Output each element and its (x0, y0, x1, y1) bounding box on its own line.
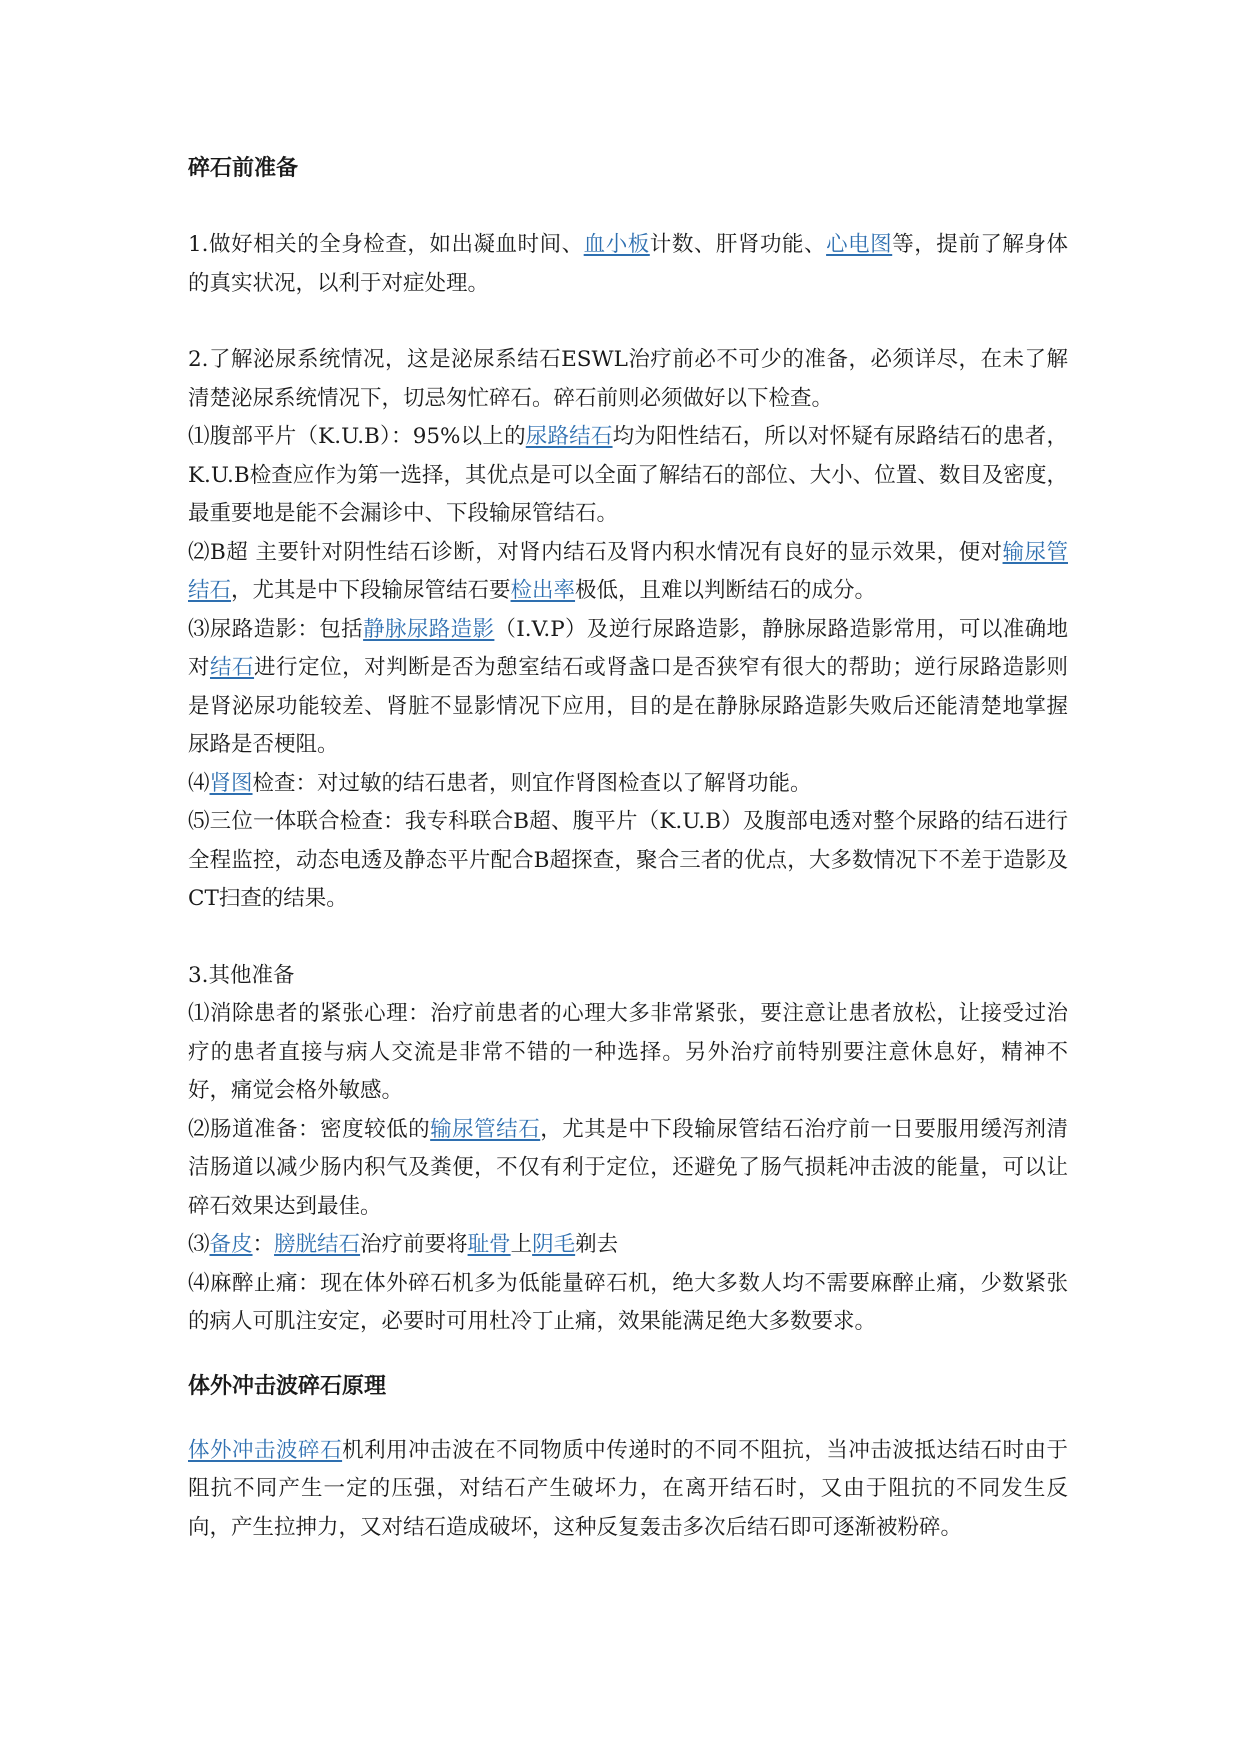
paragraph-anxiety (188, 995, 1068, 1111)
text-run: ⑶ (188, 1232, 210, 1257)
text-run: 2.了解泌尿系统情况，这是泌尿系结石ESWL治疗前必不可少的准备，必须详尽，在未了解清楚泌尿系统情况下，切忌匆忙碎石。碎石前则必须做好以下检查。 (188, 347, 1068, 411)
text-run: 治疗前要将 (360, 1232, 468, 1257)
hyperlink[interactable]: 结石 (210, 655, 255, 680)
hyperlink[interactable]: 体外冲击波碎石 (188, 1437, 343, 1463)
paragraph-other-prep (188, 957, 1068, 996)
section-title-principle: 体外冲击波碎石原理 (188, 1373, 387, 1399)
text-run: 3.其他准备 (188, 962, 295, 988)
text-run: ，尤其是中下段输尿管结石要 (231, 578, 511, 603)
hyperlink[interactable]: 输尿管结石 (188, 539, 1068, 603)
text-run: 均为阳性结石，所以对怀疑有尿路结石的患者，K.U.B检查应作为第一选择，其优点是可以全面了解结石的部位、大小、位置、数目及密度，最重要地是能不会漏诊中、下段输尿管结石。 (188, 424, 1068, 526)
hyperlink[interactable]: 血小板 (583, 232, 650, 257)
hyperlink[interactable]: 输尿管结石 (430, 1116, 541, 1142)
text-run: ⑷ (188, 770, 210, 796)
hyperlink[interactable]: 耻骨 (467, 1232, 511, 1257)
text-run: （I.V.P）及逆行尿路造影，静脉尿路造影常用，可以准确地对 (188, 616, 1068, 680)
hyperlink[interactable]: 心电图 (826, 232, 893, 257)
hyperlink[interactable]: 静脉尿路造影 (363, 616, 495, 642)
hyperlink[interactable]: 尿路结石 (525, 424, 613, 449)
document-page (188, 150, 1068, 1547)
text-run: ： (252, 1232, 275, 1257)
text-run: 机利用冲击波在不同物质中传递时的不同不阻抗，当冲击波抵达结石时由于阻抗不同产生一定的压强，对结石产生破坏力，在离开结石时，又由于阻抗的不同发生反向，产生拉抻力，又对结石造成破坏，这种反复轰击多次后结石即可逐渐被粉碎。 (188, 1437, 1068, 1540)
text-run: ⑶尿路造影：包括 (188, 616, 364, 642)
hyperlink[interactable]: 检出率 (510, 578, 576, 603)
text-run: 等，提前了解身体的真实状况，以利于对症处理。 (188, 232, 1068, 296)
paragraph-renogram (188, 765, 1068, 804)
hyperlink[interactable]: 肾图 (209, 770, 253, 796)
text-run: 计数、肝肾功能、 (649, 232, 827, 257)
text-run: ，尤其是中下段输尿管结石治疗前一日要服用缓泻剂清洁肠道以减少肠内积气及粪便，不仅有利于定位，还避免了肠气损耗冲击波的能量，可以让碎石效果达到最佳。 (188, 1116, 1068, 1219)
paragraph-general-exam (188, 226, 1068, 303)
text-run: ⑴腹部平片（K.U.B）：95%以上的 (188, 424, 526, 449)
paragraph-bowel-prep (188, 1111, 1068, 1227)
section-title-preparation: 碎石前准备 (188, 156, 299, 181)
text-run: 剃去 (575, 1232, 619, 1257)
paragraph-ultrasound (188, 534, 1068, 611)
hyperlink[interactable]: 膀胱结石 (274, 1232, 361, 1257)
hyperlink[interactable]: 阴毛 (532, 1232, 576, 1257)
paragraph-urinary-system (188, 341, 1068, 418)
text-run: 上 (510, 1232, 533, 1257)
paragraph-principle (188, 1432, 1068, 1548)
text-run: 极低，且难以判断结石的成分。 (575, 578, 877, 603)
text-run: ⑷麻醉止痛：现在体外碎石机多为低能量碎石机，绝大多数人均不需要麻醉止痛，少数紧张的病人可肌注安定，必要时可用杜冷丁止痛，效果能满足绝大多数要求。 (188, 1270, 1068, 1334)
paragraph-anesthesia (188, 1265, 1068, 1342)
text-run: ⑵B超 主要针对阴性结石诊断，对肾内结石及肾内积水情况有良好的显示效果，便对 (188, 539, 1003, 565)
hyperlink[interactable]: 备皮 (209, 1232, 253, 1257)
paragraph-skin-prep (188, 1226, 1068, 1265)
paragraph-urography (188, 611, 1068, 765)
text-run: 进行定位，对判断是否为憩室结石或肾盏口是否狭窄有很大的帮助；逆行尿路造影则是肾泌尿功能较差、肾脏不显影情况下应用，目的是在静脉尿路造影失败后还能清楚地掌握尿路是否梗阻。 (188, 655, 1068, 757)
text-run: 1.做好相关的全身检查，如出凝血时间、 (188, 232, 584, 257)
text-run: 检查：对过敏的结石患者，则宜作肾图检查以了解肾功能。 (252, 770, 812, 796)
text-run: ⑵肠道准备：密度较低的 (188, 1116, 431, 1142)
paragraph-kub (188, 418, 1068, 534)
text-run: ⑸三位一体联合检查：我专科联合B超、腹平片（K.U.B）及腹部电透对整个尿路的结石进行全程监控，动态电透及静态平片配合B超探查，聚合三者的优点，大多数情况下不差于造影及CT扫查的结果。 (188, 809, 1068, 911)
paragraph-combined-exam (188, 803, 1068, 919)
text-run: ⑴消除患者的紧张心理：治疗前患者的心理大多非常紧张，要注意让患者放松，让接受过治疗的患者直接与病人交流是非常不错的一种选择。另外治疗前特别要注意休息好，精神不好，痛觉会格外敏感。 (188, 1001, 1068, 1103)
